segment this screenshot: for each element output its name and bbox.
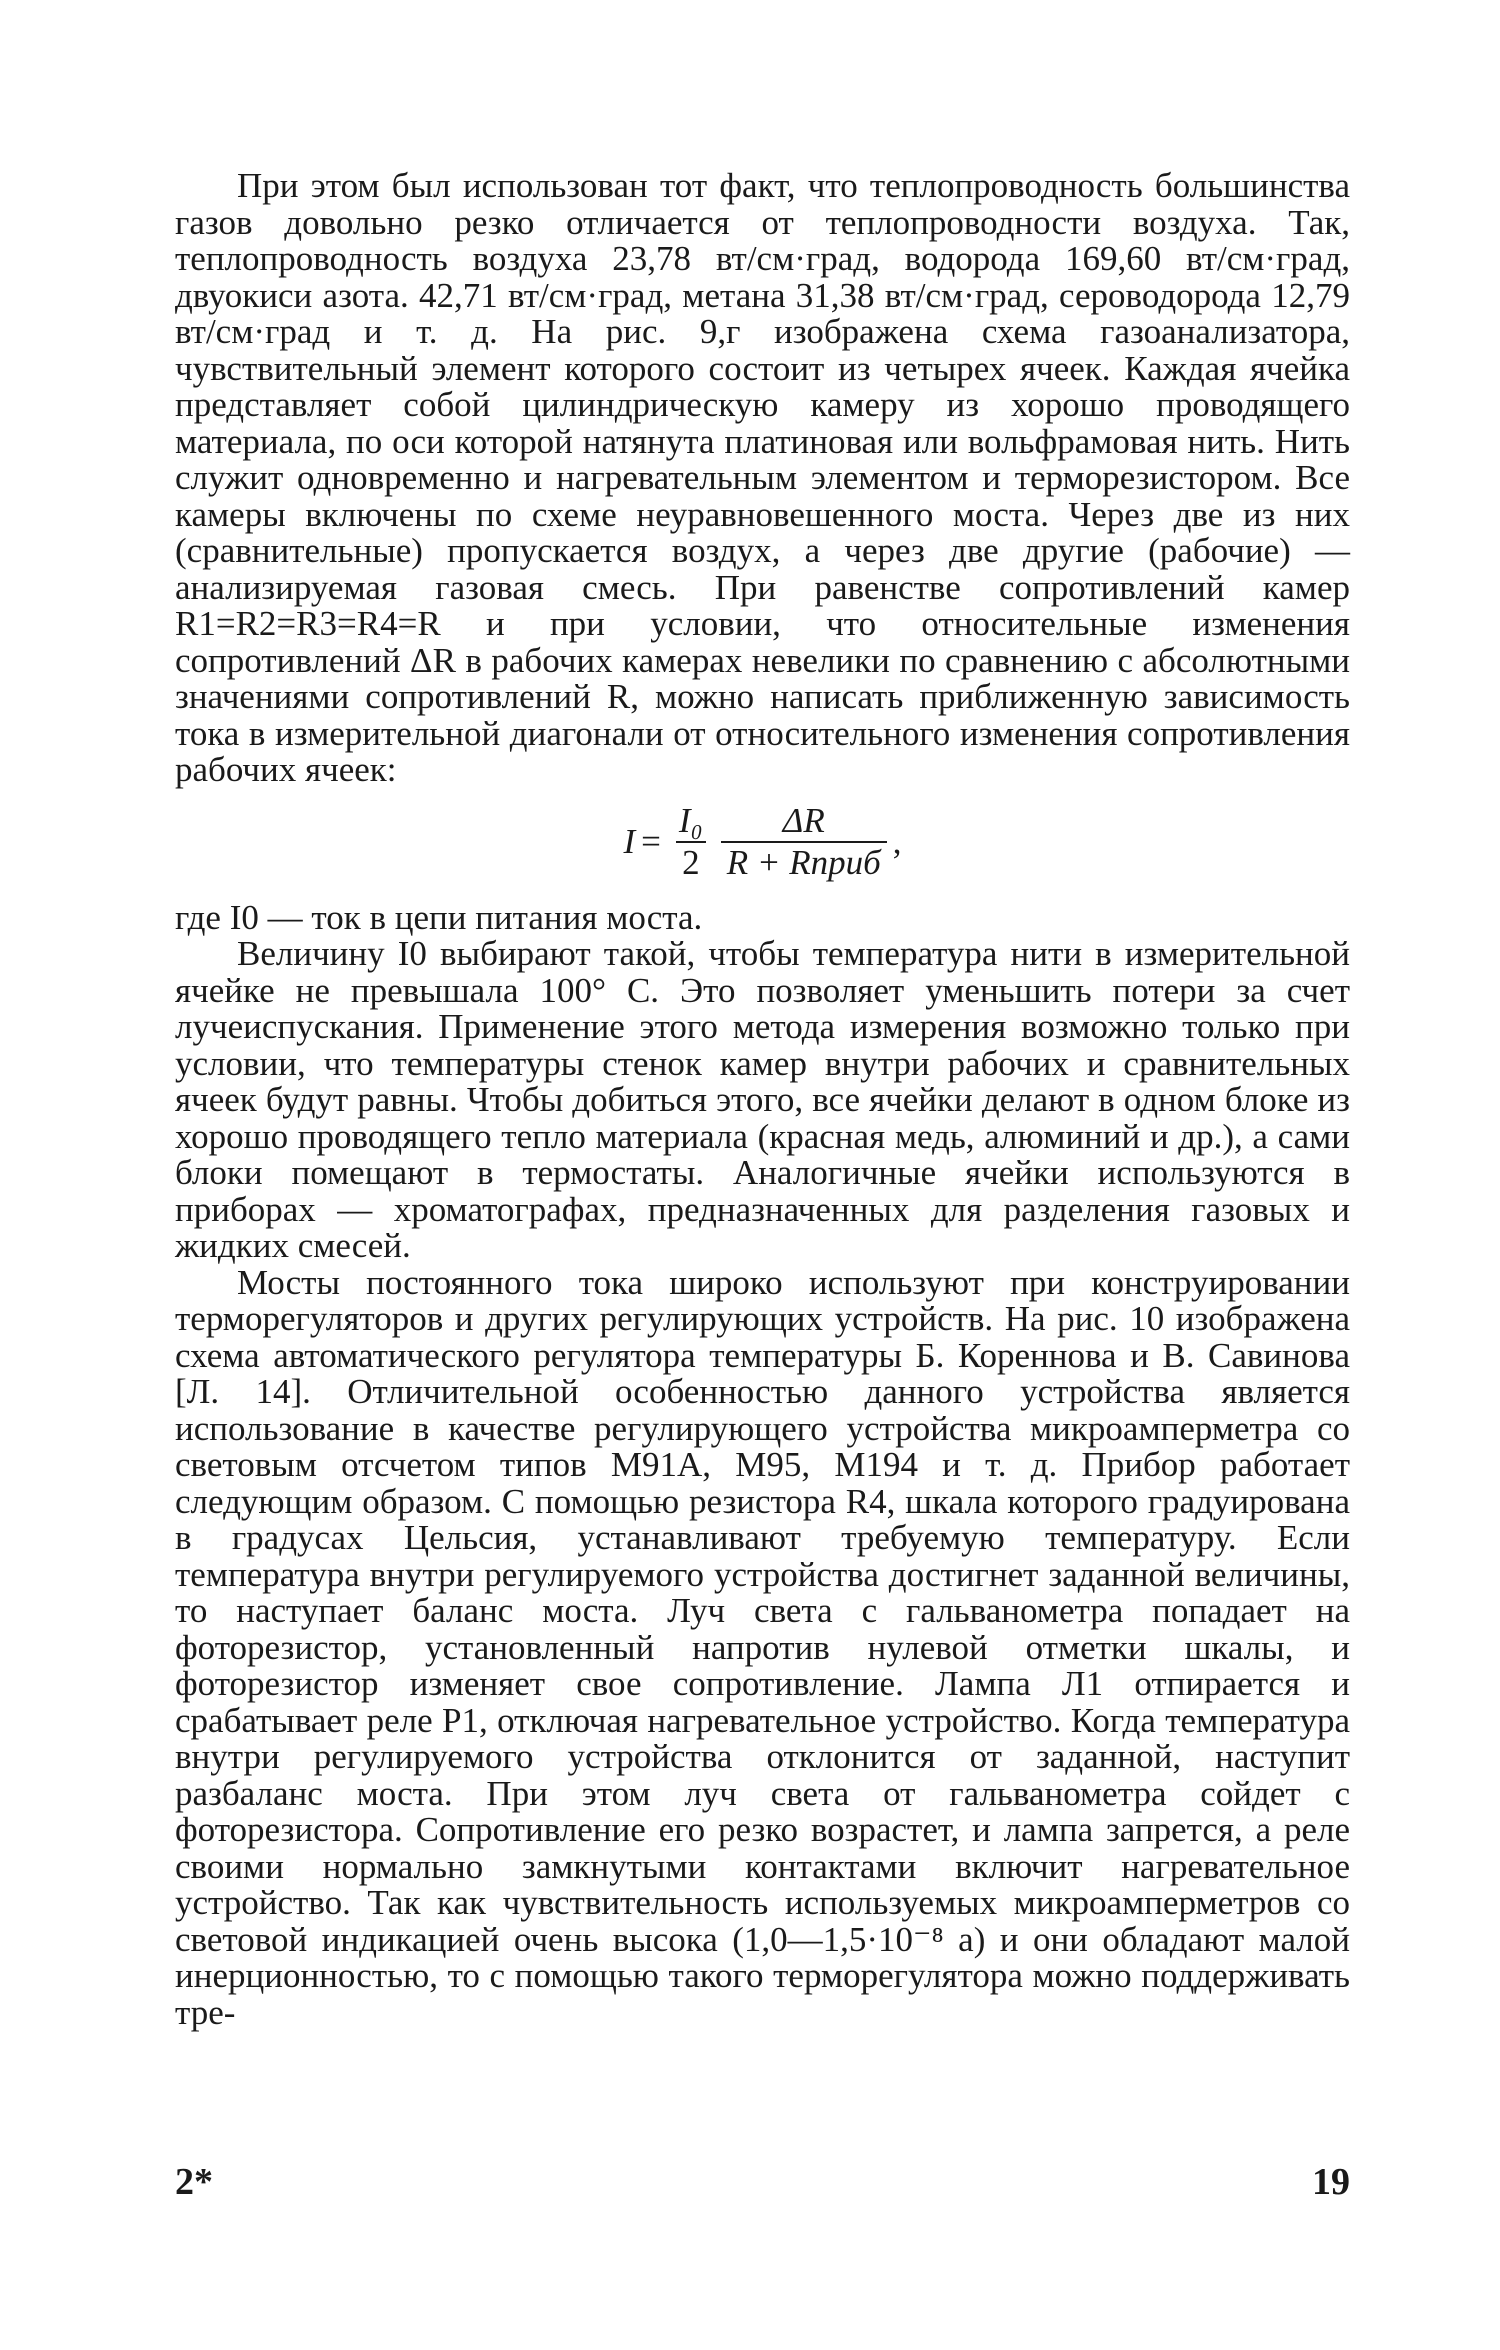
- fraction-2-numerator: ΔR: [782, 800, 825, 840]
- paragraph-gas-analyzer: При этом был использован тот факт, что теплопроводность большинства газов довольно резко отличается от теплопроводности воздуха. Так, теплопроводность воздуха 23,78 вт/см·град, водорода 169,60 вт/см·град, двуокиси азота. 42,71 вт/см·град, метана 31,38 вт/см·град, сероводорода 12,79 вт/см·град и т. д. На рис. 9,г изображена схема газоанализатора, чувствительный элемент которого состоит из четырех ячеек. Каждая ячейка представляет собой цилиндрическую камеру из хорошо проводящего материала, по оси которой натянута платиновая или вольфрамовая нить. Нить служит одновременно и нагревательным элементом и терморезистором. Все камеры включены по схеме неуравновешенного моста. Через две из них (сравнительные) пропускается воздух, а через две другие (рабочие) — анализируемая газовая смесь. При равенстве сопротивлений камер R1=R2=R3=R4=R и при условии, что относительные изменения сопротивлений ΔR в рабочих камерах невелики по сравнению с абсолютными значениями сопротивлений R, можно написать приближенную зависимость тока в измерительной диагонали от относительного изменения сопротивления рабочих ячеек:: [175, 166, 1350, 789]
- fraction-2-denominator: R + Rприб: [721, 841, 887, 882]
- page-number: 19: [1312, 2161, 1350, 2203]
- formula-equals: =: [641, 821, 661, 861]
- signature-mark: 2*: [175, 2161, 213, 2203]
- formula-tail: ,: [892, 821, 902, 861]
- formula-lhs: I: [623, 821, 636, 861]
- fraction-1-denominator: 2: [676, 841, 706, 882]
- page-footer: [175, 2160, 1350, 2204]
- current-formula: [175, 800, 1350, 882]
- paragraph-thermoregulator: Мосты постоянного тока широко используют при конструировании терморегуляторов и других регулирующих устройств. На рис. 10 изображена схема автоматического регулятора температуры Б. Кореннова и В. Савинова [Л. 14]. Отличительной особенностью данного устройства является использование в качестве регулирующего устройства микроамперметра со световым отсчетом типов М91А, М95, М194 и т. д. Прибор работает следующим образом. С помощью резистора R4, шкала которого градуирована в градусах Цельсия, устанавливают требуемую температуру. Если температура внутри регулируемого устройства достигнет заданной величины, то наступает баланс моста. Луч света с гальванометра попадает на фоторезистор, установленный напротив нулевой отметки шкалы, и фоторезистор изменяет свое сопротивление. Лампа Л1 отпирается и срабатывает реле Р1, отключая нагревательное устройство. Когда температура внутри регулируемого устройства отклонится от заданной, наступит разбаланс моста. При этом луч света от гальванометра сойдет с фоторезистора. Сопротивление его резко возрастет, и лампа запрется, а реле своими нормально замкнутыми контактами включит нагревательное устройство. Так как чувствительность используемых микроамперметров со световой индикацией очень высока (1,0—1,5·10⁻⁸ а) и они обладают малой инерционностью, то с помощью такого терморегулятора можно поддерживать тре-: [175, 1262, 1350, 2032]
- body-text: [175, 168, 1350, 2031]
- formula-fraction-2: [721, 800, 887, 882]
- paragraph-thermal-cells: Величину I0 выбирают такой, чтобы температура нити в измерительной ячейке не превышала 100° С. Это позволяет уменьшить потери за счет лучеиспускания. Применение этого метода измерения возможно только при условии, что температуры стенок камер внутри рабочих и сравнительных ячеек будут равны. Чтобы добиться этого, все ячейки делают в одном блоке из хорошо проводящего тепло материала (красная медь, алюминий и др.), а сами блоки помещают в термостаты. Аналогичные ячейки используются в приборах — хроматографах, предназначенных для разделения газовых и жидких смесей.: [175, 934, 1350, 1265]
- paragraph-formula-note: где I0 — ток в цепи питания моста.: [175, 897, 703, 937]
- fraction-1-numerator: I₀: [678, 800, 703, 840]
- formula-fraction-1: [673, 800, 709, 882]
